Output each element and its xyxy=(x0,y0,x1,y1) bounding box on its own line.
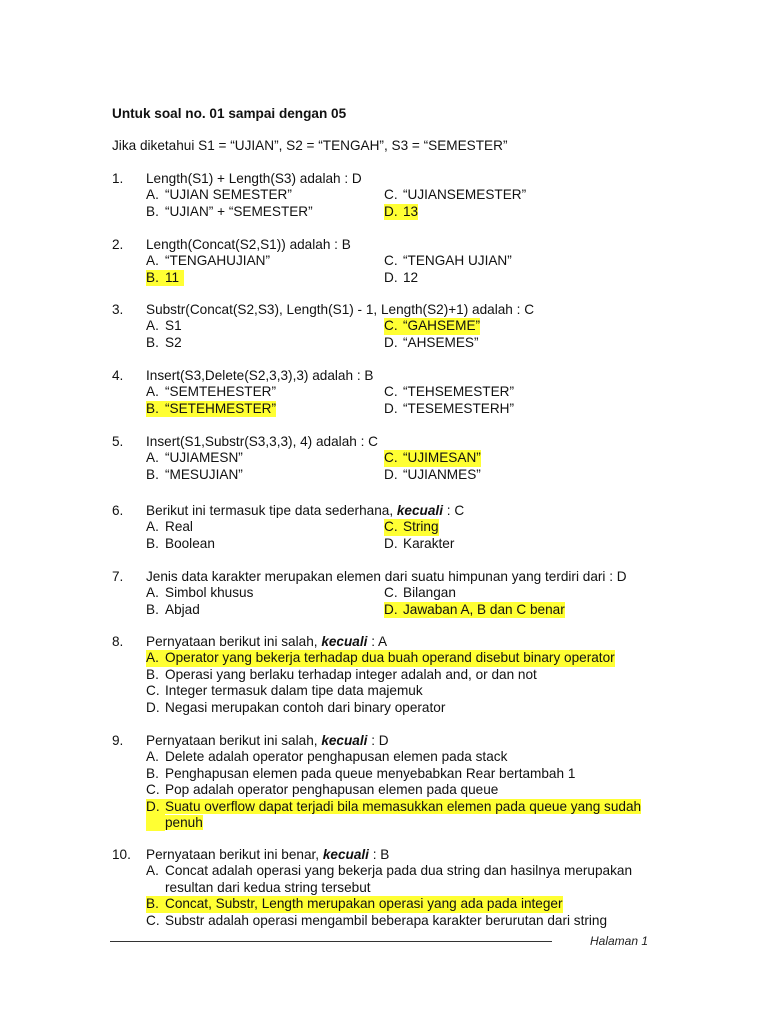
answer-highlight: B. 11 xyxy=(146,270,184,286)
option-d: D. Karakter xyxy=(384,535,455,551)
question-number: 4. xyxy=(112,368,124,383)
answer-highlight: D. Jawaban A, B dan C benar xyxy=(384,601,565,617)
option-d xyxy=(384,204,418,220)
question-2 xyxy=(112,237,672,286)
option-a: A. Concat adalah operasi yang bekerja pada dua string dan hasilnya merupakan resultan dari kedua string tersebut xyxy=(146,863,633,895)
answer-highlight: C. “GAHSEME” xyxy=(384,318,481,334)
option-c xyxy=(384,450,481,466)
option-a: A. Delete adalah operator penghapusan elemen pada stack xyxy=(146,749,508,765)
option-d xyxy=(146,799,656,832)
option-a xyxy=(146,650,656,666)
option-b: B. “MESUJIAN” xyxy=(146,466,243,482)
answer-highlight: C. “UJIMESAN” xyxy=(384,450,481,466)
option-c xyxy=(384,519,439,535)
option-b: B. Operasi yang berlaku terhadap integer adalah and, or dan not xyxy=(146,666,537,682)
question-5 xyxy=(112,434,672,483)
option-c xyxy=(384,318,480,334)
question-7 xyxy=(112,569,672,618)
question-text: Berikut ini termasuk tipe data sederhana, kecuali : C xyxy=(146,503,465,518)
keyword-kecuali: kecuali xyxy=(396,503,443,518)
question-number: 1. xyxy=(112,171,124,186)
question-text: Length(S1) + Length(S3) adalah : D xyxy=(146,171,362,186)
question-text: Length(Concat(S2,S1)) adalah : B xyxy=(146,237,351,252)
question-text: Insert(S1,Substr(S3,3,3), 4) adalah : C xyxy=(146,434,378,449)
answer-highlight-text: Suatu overflow dapat terjadi bila memasukkan elemen pada queue yang sudah penuh xyxy=(165,798,642,831)
option-c: C. “TENGAH UJIAN” xyxy=(384,253,512,269)
option-a: A. Real xyxy=(146,519,193,535)
option-b xyxy=(146,270,384,286)
footer-divider xyxy=(110,941,552,942)
question-text: Pernyataan berikut ini salah, kecuali : D xyxy=(146,733,389,748)
question-number: 2. xyxy=(112,237,124,252)
option-a: A. Simbol khusus xyxy=(146,585,254,601)
answer-highlight: B. Concat, Substr, Length merupakan operasi yang ada pada integer xyxy=(146,896,563,912)
option-a: A. “SEMTEHESTER” xyxy=(146,384,277,400)
option-b: B. S2 xyxy=(146,334,182,350)
question-text: Substr(Concat(S2,S3), Length(S1) - 1, Length(S2)+1) adalah : C xyxy=(146,302,535,317)
option-b: B. Boolean xyxy=(146,535,215,551)
question-6 xyxy=(112,503,672,552)
answer-highlight: D. xyxy=(146,799,165,832)
question-text: Jenis data karakter merupakan elemen dari suatu himpunan yang terdiri dari : D xyxy=(146,569,627,584)
question-number: 6. xyxy=(112,503,124,518)
option-c: C. Pop adalah operator penghapusan elemen pada queue xyxy=(146,782,499,798)
given-statement: Jika diketahui S1 = “UJIAN”, S2 = “TENGAH”, S3 = “SEMESTER” xyxy=(112,138,508,153)
page-number: Halaman 1 xyxy=(590,934,649,948)
option-c: C. “UJIANSEMESTER” xyxy=(384,187,527,203)
question-number: 8. xyxy=(112,634,124,649)
question-number: 10. xyxy=(112,847,131,862)
option-c: C. Bilangan xyxy=(384,585,456,601)
keyword-kecuali: kecuali xyxy=(322,847,369,862)
option-d: D. “TESEMESTERH” xyxy=(384,400,515,416)
question-number: 7. xyxy=(112,569,124,584)
answer-highlight: B. “SETEHMESTER” xyxy=(146,400,277,416)
answer-highlight: C. String xyxy=(384,519,439,535)
question-9 xyxy=(112,733,672,831)
option-d: D. Negasi merupakan contoh dari binary operator xyxy=(146,699,446,715)
option-d: D. “UJIANMES” xyxy=(384,466,481,482)
option-d: D. “AHSEMES” xyxy=(384,334,479,350)
section-heading: Untuk soal no. 01 sampai dengan 05 xyxy=(112,106,347,121)
keyword-kecuali: kecuali xyxy=(321,634,368,649)
question-text: Pernyataan berikut ini benar, kecuali : B xyxy=(146,847,390,862)
keyword-kecuali: kecuali xyxy=(321,733,368,748)
option-a: A. S1 xyxy=(146,318,182,334)
option-c: C. Integer termasuk dalam tipe data majemuk xyxy=(146,683,423,699)
question-number: 9. xyxy=(112,733,124,748)
option-a: A. “TENGAHUJIAN” xyxy=(146,253,270,269)
answer-highlight: A. Operator yang bekerja terhadap dua buah operand disebut binary operator xyxy=(146,650,615,666)
option-c: C. “TEHSEMESTER” xyxy=(384,384,515,400)
option-b: B. “UJIAN” + “SEMESTER” xyxy=(146,203,313,219)
question-text: Pernyataan berikut ini salah, kecuali : A xyxy=(146,634,388,649)
option-b xyxy=(146,896,656,912)
question-8 xyxy=(112,634,672,716)
question-10 xyxy=(112,847,672,929)
option-c: C. Substr adalah operasi mengambil beberapa karakter berurutan dari string xyxy=(146,912,608,928)
question-number: 5. xyxy=(112,434,124,449)
answer-highlight: D. 13 xyxy=(384,203,419,219)
option-b xyxy=(146,401,384,417)
question-text: Insert(S3,Delete(S2,3,3),3) adalah : B xyxy=(146,368,374,383)
option-b: B. Abjad xyxy=(146,601,200,617)
question-1 xyxy=(112,171,672,220)
question-3 xyxy=(112,302,672,351)
option-b: B. Penghapusan elemen pada queue menyebabkan Rear bertambah 1 xyxy=(146,765,576,781)
option-d: D. 12 xyxy=(384,269,419,285)
question-4 xyxy=(112,368,672,417)
option-a: A. “UJIAN SEMESTER” xyxy=(146,187,292,203)
option-d xyxy=(384,602,565,618)
option-a: A. “UJIAMESN” xyxy=(146,450,243,466)
question-number: 3. xyxy=(112,302,124,317)
